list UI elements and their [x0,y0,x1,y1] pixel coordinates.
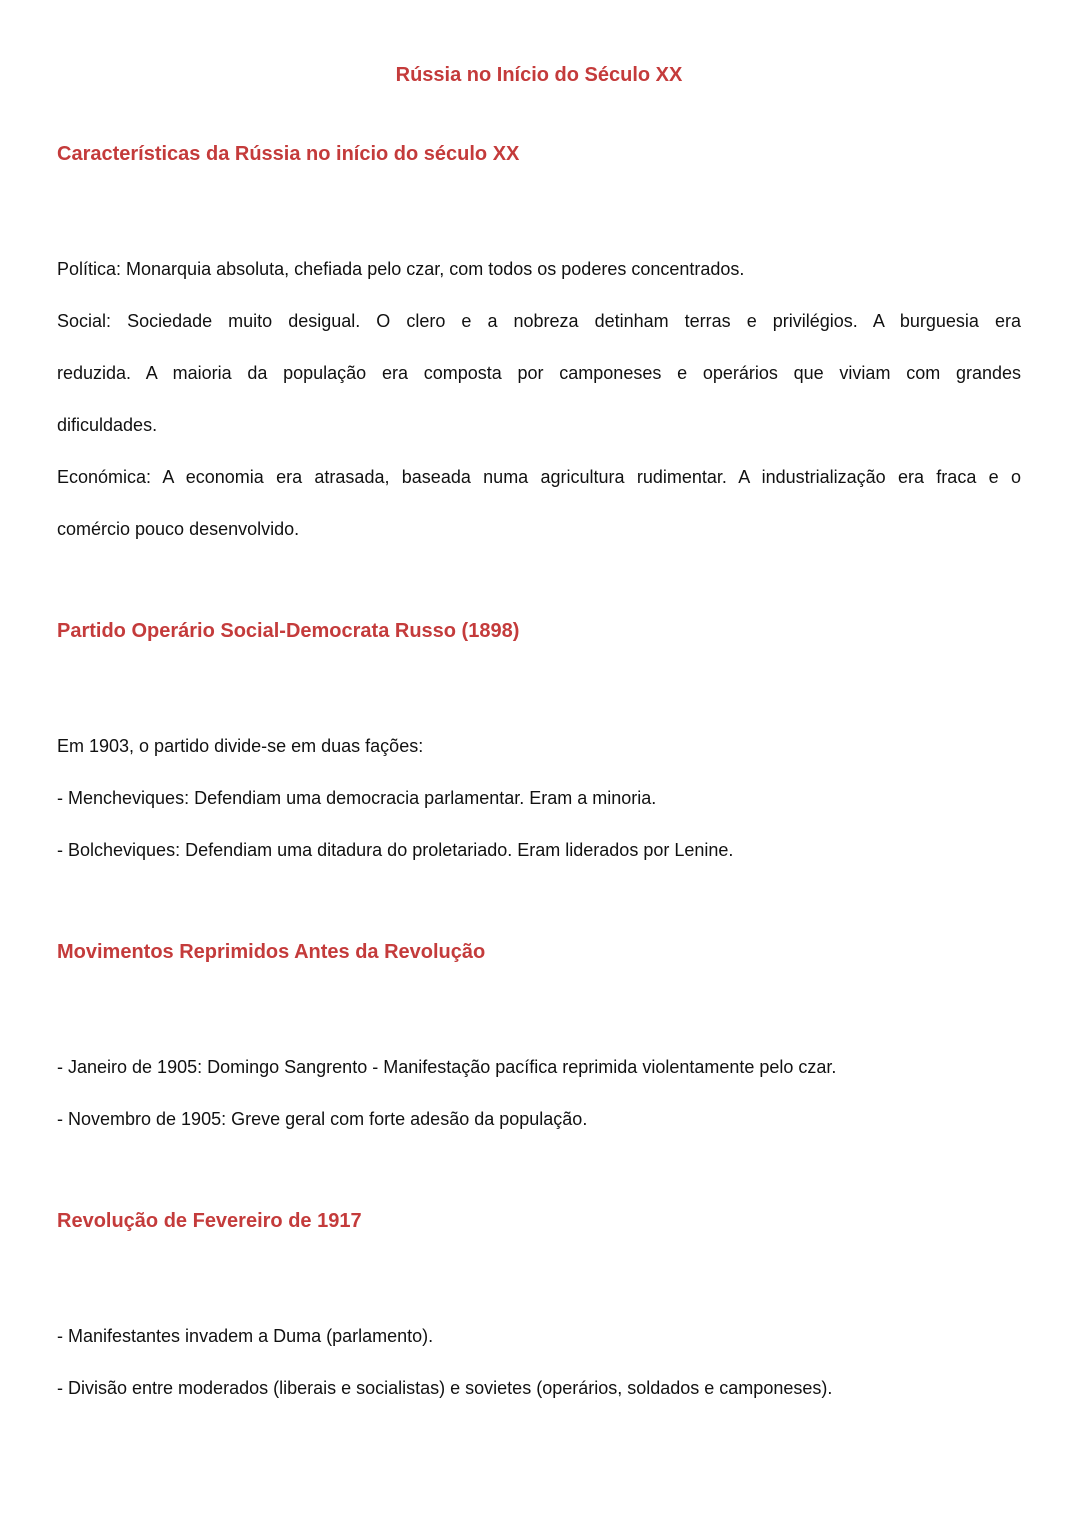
section-heading-revolucao-fevereiro: Revolução de Fevereiro de 1917 [57,1210,362,1232]
bullet-divisao-moderados-sovietes [57,1362,1021,1414]
text-line: - Janeiro de 1905: Domingo Sangrento - Manifestação pacífica reprimida violentamente pelo czar. [57,1057,837,1077]
paragraph-politica [57,243,1021,295]
text-line: dificuldades. [57,415,158,435]
paragraph-economica [57,451,1021,555]
text-line: comércio pouco desenvolvido. [57,519,300,539]
paragraph-social [57,295,1021,451]
text-line: Económica: A economia era atrasada, baseada numa agricultura rudimentar. A industrialização era fraca e o [57,467,1021,487]
doc-title: Rússia no Início do Século XX [395,64,683,86]
bullet-manifestantes-duma [57,1310,1021,1362]
section-heading-partido-operario: Partido Operário Social-Democrata Russo (1898) [57,620,520,642]
section-heading-movimentos-reprimidos: Movimentos Reprimidos Antes da Revolução [57,941,486,963]
section-heading-caracteristicas: Características da Rússia no início do século XX [57,143,520,165]
text-line: - Manifestantes invadem a Duma (parlamento). [57,1326,434,1346]
text-line: Social: Sociedade muito desigual. O clero e a nobreza detinham terras e privilégios. A burguesia era [57,311,1021,331]
bullet-bolcheviques [57,824,1021,876]
text-line: reduzida. A maioria da população era composta por camponeses e operários que viviam com grandes [57,363,1021,383]
text-line: - Mencheviques: Defendiam uma democracia parlamentar. Eram a minoria. [57,788,657,808]
text-line: Política: Monarquia absoluta, chefiada pelo czar, com todos os poderes concentrados. [57,259,745,279]
text-line: Em 1903, o partido divide-se em duas fações: [57,736,424,756]
text-line: - Novembro de 1905: Greve geral com forte adesão da população. [57,1109,588,1129]
bullet-novembro-1905 [57,1093,1021,1145]
text-line: - Bolcheviques: Defendiam uma ditadura do proletariado. Eram liderados por Lenine. [57,840,734,860]
bullet-mencheviques [57,772,1021,824]
bullet-janeiro-1905 [57,1041,1021,1093]
paragraph-em-1903 [57,720,1021,772]
text-line: - Divisão entre moderados (liberais e socialistas) e sovietes (operários, soldados e camponeses). [57,1378,833,1398]
